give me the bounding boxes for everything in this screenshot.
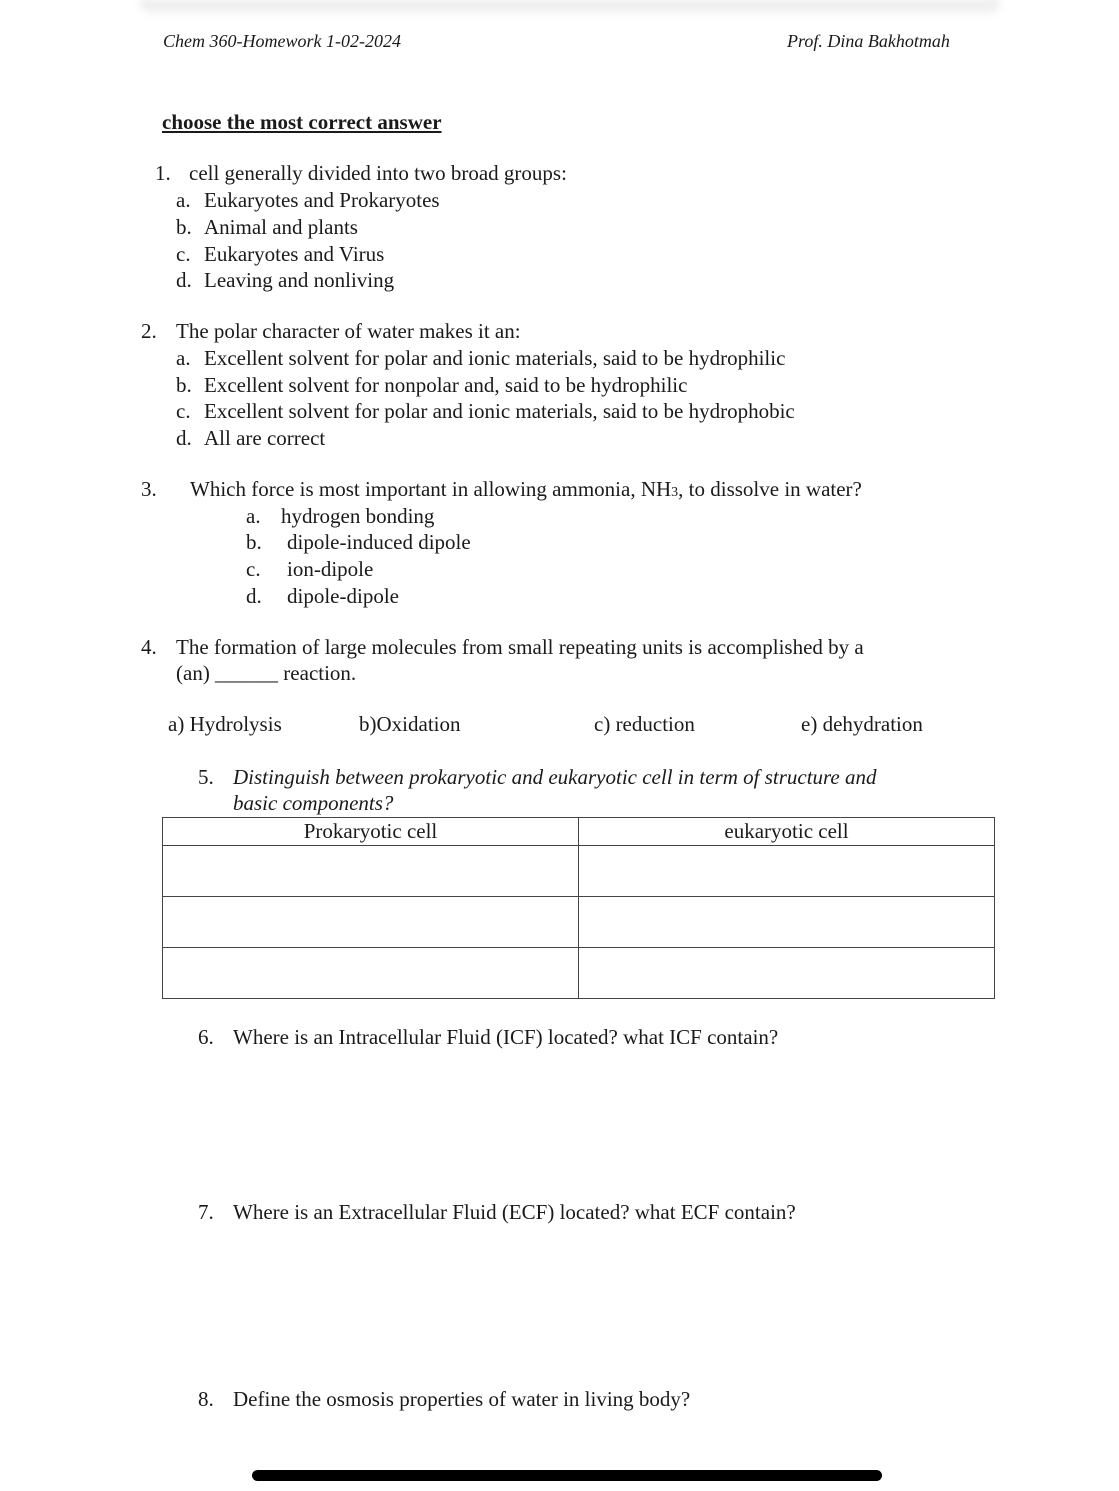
- q3-option-d: dipole-dipole: [287, 584, 399, 608]
- q2-option-c: Excellent solvent for polar and ionic materials, said to be hydrophobic: [204, 399, 795, 423]
- table-row: [163, 948, 995, 999]
- q2-option-b: Excellent solvent for nonpolar and, said to be hydrophilic: [204, 373, 688, 397]
- table-row: [163, 897, 995, 948]
- q5-line1: Distinguish between prokaryotic and eukaryotic cell in term of structure and: [233, 765, 877, 789]
- q1-option-a: Eukaryotes and Prokaryotes: [204, 188, 440, 212]
- table-cell-prokaryotic[interactable]: [163, 897, 579, 948]
- q2-option-d: All are correct: [204, 426, 326, 450]
- q7-number: 7.: [198, 1200, 214, 1224]
- q1-option-d: Leaving and nonliving: [204, 268, 395, 292]
- q3-option-d-letter: d.: [246, 584, 262, 608]
- q5-line2: basic components?: [233, 791, 394, 815]
- q4-option-c: c) reduction: [594, 712, 695, 736]
- q2-number: 2.: [141, 319, 157, 343]
- table-cell-prokaryotic[interactable]: [163, 846, 579, 897]
- header-eukaryotic: eukaryotic cell: [579, 818, 995, 846]
- q2-option-d-letter: d.: [176, 426, 192, 450]
- q2-option-a-letter: a.: [176, 346, 191, 370]
- home-indicator-bar[interactable]: [252, 1470, 882, 1481]
- q3-option-a-letter: a.: [246, 504, 261, 528]
- q1-option-c-letter: c.: [176, 242, 191, 266]
- q6-number: 6.: [198, 1025, 214, 1049]
- header-prokaryotic: Prokaryotic cell: [163, 818, 579, 846]
- table-cell-eukaryotic[interactable]: [579, 897, 995, 948]
- q3-subscript: 3: [671, 485, 679, 500]
- q1-option-b-letter: b.: [176, 215, 192, 239]
- q3-option-a: hydrogen bonding: [281, 504, 435, 528]
- table-header-row: [163, 818, 995, 846]
- q2-option-c-letter: c.: [176, 399, 191, 423]
- q3-number: 3.: [141, 477, 157, 501]
- q1-text: cell generally divided into two broad groups:: [189, 161, 567, 185]
- header-course-date: Chem 360-Homework 1-02-2024: [163, 31, 401, 51]
- q3-option-c-letter: c.: [246, 557, 261, 581]
- q3-option-b-letter: b.: [246, 530, 262, 554]
- comparison-table: [162, 817, 995, 999]
- instruction-heading: choose the most correct answer: [162, 110, 442, 134]
- table-cell-prokaryotic[interactable]: [163, 948, 579, 999]
- q2-option-a: Excellent solvent for polar and ionic materials, said to be hydrophilic: [204, 346, 786, 370]
- q1-option-b: Animal and plants: [204, 215, 358, 239]
- q3-text-before: Which force is most important in allowing ammonia, NH: [190, 477, 672, 501]
- q8-number: 8.: [198, 1387, 214, 1411]
- header-professor: Prof. Dina Bakhotmah: [787, 31, 950, 51]
- q6-text: Where is an Intracellular Fluid (ICF) located? what ICF contain?: [233, 1025, 779, 1049]
- q4-number: 4.: [141, 635, 157, 659]
- q2-text: The polar character of water makes it an:: [176, 319, 521, 343]
- q7-text: Where is an Extracellular Fluid (ECF) located? what ECF contain?: [233, 1200, 796, 1224]
- q5-number: 5.: [198, 765, 214, 789]
- page-top-shadow: [140, 0, 1000, 18]
- table-cell-eukaryotic[interactable]: [579, 846, 995, 897]
- q3-text: [190, 476, 862, 506]
- table-row: [163, 846, 995, 897]
- q1-number: 1.: [155, 161, 171, 185]
- q2-option-b-letter: b.: [176, 373, 192, 397]
- q4-line1: The formation of large molecules from small repeating units is accomplished by a: [176, 635, 864, 659]
- q1-option-c: Eukaryotes and Virus: [204, 242, 385, 266]
- q4-line2: (an) ______ reaction.: [176, 661, 357, 685]
- q1-option-d-letter: d.: [176, 268, 192, 292]
- q8-text: Define the osmosis properties of water in living body?: [233, 1387, 691, 1411]
- q4-option-a: a) Hydrolysis: [168, 712, 282, 736]
- q3-option-c: ion-dipole: [287, 557, 374, 581]
- q4-option-b: b)Oxidation: [359, 712, 461, 736]
- q4-option-e: e) dehydration: [801, 712, 923, 736]
- table-cell-eukaryotic[interactable]: [579, 948, 995, 999]
- q3-option-b: dipole-induced dipole: [287, 530, 471, 554]
- q1-option-a-letter: a.: [176, 188, 191, 212]
- q3-text-after: , to dissolve in water?: [678, 477, 862, 501]
